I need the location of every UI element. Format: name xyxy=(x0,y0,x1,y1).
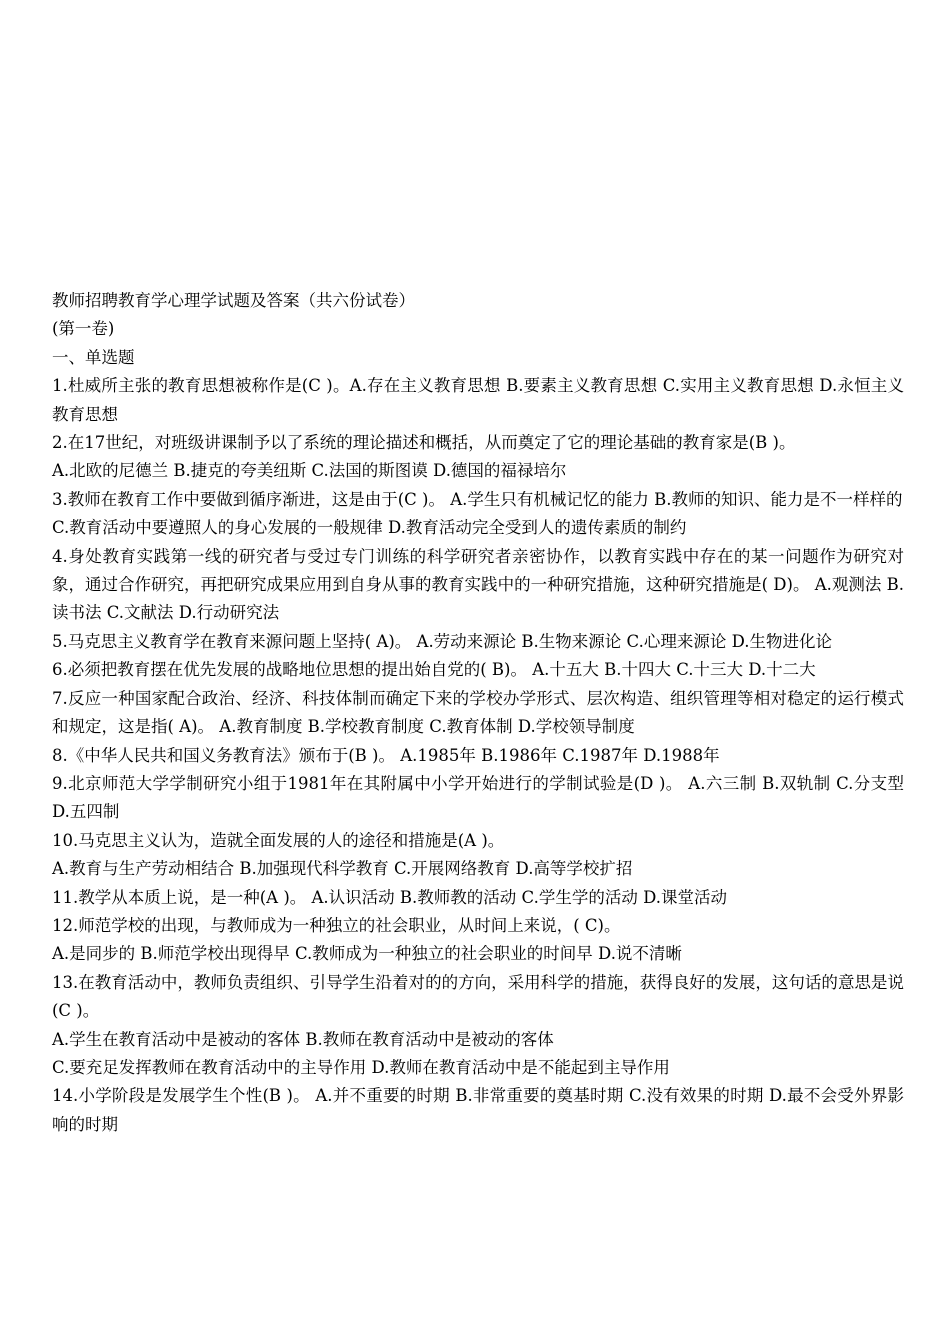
question-8: 8.《中华人民共和国义务教育法》颁布于(B )。 A.1985年 B.1986年 C.1987年 D.1988年 xyxy=(52,745,720,765)
question-1: 1.杜威所主张的教育思想被称作是(C )。A.存在主义教育思想 B.要素主义教育思想 C.实用主义教育思想 D.永恒主义教育思想 xyxy=(52,376,904,424)
question-13-options-cd: C.要充足发挥教师在教育活动中的主导作用 D.教师在教育活动中是不能起到主导作用 xyxy=(52,1057,670,1077)
question-3-options: C.教育活动中要遵照人的身心发展的一般规律 D.教育活动完全受到人的遗传素质的制约 xyxy=(52,518,687,538)
question-9: 9.北京师范大学学制研究小组于1981年在其附属中小学开始进行的学制试验是(D )。 A.六三制 B.双轨制 C.分支型 D.五四制 xyxy=(52,773,904,822)
question-3: 3.教师在教育工作中要做到循序渐进，这是由于(C )。 A.学生只有机械记忆的能力 B.教师的知识、能力是不一样样的 xyxy=(52,489,903,509)
question-14: 14.小学阶段是发展学生个性(B )。 A.并不重要的时期 B.非常重要的奠基时期 C.没有效果的时期 D.最不会受外界影响的时期 xyxy=(52,1086,904,1134)
question-12: 12.师范学校的出现，与教师成为一种独立的社会职业，从时间上来说，( C)。 xyxy=(52,915,621,935)
question-6: 6.必须把教育摆在优先发展的战略地位思想的提出始自党的( B)。 A.十五大 B.十四大 C.十三大 D.十二大 xyxy=(52,660,816,680)
question-2-options: A.北欧的尼德兰 B.捷克的夸美纽斯 C.法国的斯图谟 D.德国的福禄培尔 xyxy=(52,461,567,481)
section-heading: 一、单选题 xyxy=(52,347,135,367)
question-5: 5.马克思主义教育学在教育来源问题上坚持( A)。 A.劳动来源论 B.生物来源论 C.心理来源论 D.生物进化论 xyxy=(52,631,832,651)
volume-label: (第一卷) xyxy=(52,319,115,339)
document-title: 教师招聘教育学心理学试题及答案（共六份试卷） xyxy=(52,291,415,310)
question-11: 11.教学从本质上说，是一种(A )。 A.认识活动 B.教师教的活动 C.学生学的活动 D.课堂活动 xyxy=(52,887,727,907)
question-2: 2.在17世纪，对班级讲课制予以了系统的理论描述和概括，从而奠定了它的理论基础的教育家是(B )。 xyxy=(52,433,796,453)
question-4: 4.身处教育实践第一线的研究者与受过专门训练的科学研究者亲密协作，以教育实践中存在的某一问题作为研究对象，通过合作研究，再把研究成果应用到自身从事的教育实践中的一种研究措施，这种研究措施是( D)。 A.观测法 B.读书法 C.文献法 D.行动研究法 xyxy=(52,546,904,623)
question-10: 10.马克思主义认为，造就全面发展的人的途径和措施是(A )。 xyxy=(52,830,505,850)
question-12-options: A.是同步的 B.师范学校出现得早 C.教师成为一种独立的社会职业的时间早 D.说不清晰 xyxy=(52,944,682,964)
question-13: 13.在教育活动中，教师负责组织、引导学生沿着对的的方向，采用科学的措施，获得良好的发展，这句话的意思是说(C )。 xyxy=(52,972,904,1021)
document-body xyxy=(52,287,904,1139)
question-13-options-ab: A.学生在教育活动中是被动的客体 B.教师在教育活动中是被动的客体 xyxy=(52,1029,554,1049)
question-10-options: A.教育与生产劳动相结合 B.加强现代科学教育 C.开展网络教育 D.高等学校扩招 xyxy=(52,859,633,879)
question-7: 7.反应一种国家配合政治、经济、科技体制而确定下来的学校办学形式、层次构造、组织管理等相对稳定的运行模式和规定，这是指( A)。 A.教育制度 B.学校教育制度 C.教育体制 D.学校领导制度 xyxy=(52,688,904,737)
